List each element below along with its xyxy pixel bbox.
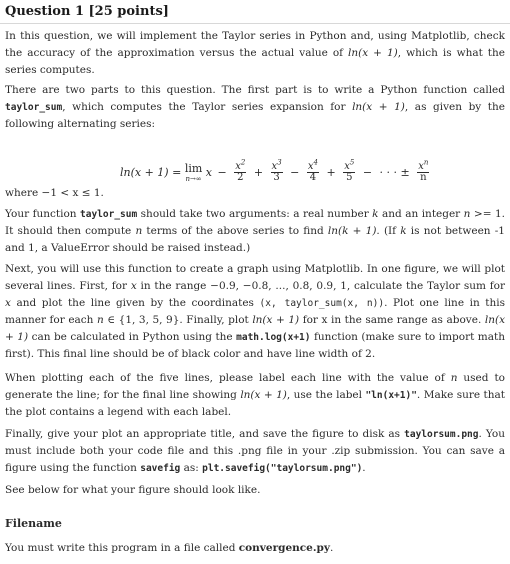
frac4-num: x bbox=[344, 161, 350, 172]
args-text-6: . (If bbox=[376, 225, 401, 237]
frac3-exp: 4 bbox=[313, 158, 318, 167]
arguments-paragraph bbox=[5, 206, 505, 257]
parts-function-name: taylor_sum bbox=[5, 102, 63, 113]
label-text-2: used to generate the line; for the final line showing bbox=[5, 372, 505, 401]
args-n-2: n bbox=[135, 225, 143, 237]
filename-heading: Filename bbox=[5, 517, 62, 530]
formula-lhs: ln(x + 1) = bbox=[120, 166, 182, 179]
parts-text-3: , as given by the following alternating series: bbox=[5, 101, 505, 130]
plot-text-5: ∈ {1, 3, 5, 9}. Finally, plot bbox=[103, 314, 253, 326]
frac4-den: 5 bbox=[346, 172, 353, 183]
frac1-exp: 2 bbox=[240, 158, 246, 167]
fracn-den: n bbox=[420, 172, 427, 183]
filename-text: You must write this program in a file called bbox=[5, 542, 239, 554]
formula-plus-1: + bbox=[253, 166, 264, 179]
frac1-num: x bbox=[235, 161, 241, 172]
label-code: "ln(x+1)" bbox=[365, 390, 417, 401]
args-text-4: >= 1. It should then compute bbox=[5, 208, 505, 237]
plot-code-coords: (x, taylor_sum(x, n)) bbox=[259, 298, 385, 309]
plot-text-1: Next, you will use this function to create a graph using Matplotlib. In one figure, we will plot several lines. First, for bbox=[5, 263, 505, 292]
plot-n: n bbox=[97, 314, 104, 326]
filename-value: convergence.py bbox=[238, 542, 330, 554]
final-filename: taylorsum.png bbox=[404, 429, 479, 440]
args-text-3: and an integer bbox=[378, 208, 464, 220]
plot-text-2: in the range −0.9, −0.8, ..., 0.8, 0.9, 1, calculate the Taylor sum for bbox=[136, 280, 505, 292]
args-text-2: should take two arguments: a real number bbox=[137, 208, 373, 220]
frac4-exp: 5 bbox=[349, 158, 355, 167]
filename-paragraph bbox=[5, 540, 505, 557]
domain-condition: where −1 < x ≤ 1. bbox=[5, 187, 104, 199]
final-code-call: plt.savefig("taylorsum.png") bbox=[202, 463, 363, 474]
fraction-2 bbox=[271, 158, 283, 183]
plot-text-6: for x in the same range as above. bbox=[299, 314, 485, 326]
fracn-num: x bbox=[418, 161, 424, 172]
label-n: n bbox=[450, 372, 458, 384]
final-text-3: as: bbox=[180, 462, 203, 474]
intro-paragraph bbox=[5, 28, 505, 79]
frac1-den: 2 bbox=[237, 172, 244, 183]
final-text-1: Finally, give your plot an appropriate title, and save the figure to disk as bbox=[5, 428, 405, 440]
intro-math: ln(x + 1) bbox=[348, 47, 398, 59]
label-text-4: . Make sure that the plot contains a legend with each label. bbox=[5, 389, 505, 418]
formula-minus-1: − bbox=[217, 166, 227, 179]
label-text-1: When plotting each of the five lines, please label each line with the value of bbox=[5, 372, 451, 384]
args-k-2: k bbox=[400, 225, 407, 237]
args-text-5: terms of the above series to find bbox=[142, 225, 328, 237]
plotting-paragraph bbox=[5, 261, 505, 363]
plot-math-2: ln(x + 1) bbox=[5, 314, 505, 343]
plot-text-7: can be calculated in Python using the bbox=[28, 331, 237, 343]
plot-code-log: math.log(x+1) bbox=[236, 332, 311, 343]
fraction-3 bbox=[307, 158, 319, 183]
args-text-1: Your function bbox=[5, 208, 80, 220]
frac2-den: 3 bbox=[273, 172, 280, 183]
question-title: Question 1 [25 points] bbox=[5, 4, 169, 19]
label-math: ln(x + 1) bbox=[240, 389, 287, 401]
fraction-4 bbox=[343, 158, 355, 183]
labeling-paragraph bbox=[5, 370, 505, 421]
frac2-num: x bbox=[271, 161, 278, 172]
see-below-note: See below for what your figure should look like. bbox=[5, 484, 261, 496]
label-text-3: , use the label bbox=[286, 389, 366, 401]
title-divider bbox=[0, 23, 510, 24]
formula-ellipsis: · · · ± bbox=[379, 166, 410, 179]
plot-text-4: . Plot one line in this manner for each bbox=[5, 297, 505, 326]
intro-text: In this question, we will implement the Taylor series in Python and, using Matplotlib, check the accuracy of the approximation versus the actual value of bbox=[5, 30, 505, 59]
plot-x-2: x bbox=[5, 297, 11, 309]
parts-math: ln(x + 1) bbox=[352, 101, 405, 113]
frac3-num: x bbox=[307, 161, 314, 172]
fraction-1 bbox=[234, 158, 246, 183]
limit-subscript: n→∞ bbox=[185, 174, 202, 183]
args-text-7: is not between -1 and 1, a ValueError should be raised instead.) bbox=[5, 225, 505, 254]
final-code-savefig: savefig bbox=[140, 463, 181, 474]
plot-math-1: ln(x + 1) bbox=[252, 314, 300, 326]
formula-limit bbox=[185, 163, 202, 183]
fraction-n bbox=[417, 158, 429, 183]
formula-x: x bbox=[205, 166, 212, 179]
args-function-name: taylor_sum bbox=[80, 209, 138, 220]
formula-minus-2: − bbox=[290, 166, 300, 179]
args-n: n bbox=[463, 208, 471, 220]
intro-text-end: , which is what the series computes. bbox=[5, 47, 505, 76]
final-text-2: . You must include both your code file and this .png file in your .zip submission. You can save a figure using the function bbox=[5, 428, 506, 474]
filename-text-end: . bbox=[329, 542, 334, 554]
args-math: ln(k + 1) bbox=[327, 225, 377, 237]
formula-plus-2: + bbox=[326, 166, 336, 179]
parts-text-2: , which computes the Taylor series expansion for bbox=[62, 101, 353, 113]
parts-paragraph bbox=[5, 82, 505, 133]
plot-x-1: x bbox=[130, 280, 137, 292]
fracn-exp: n bbox=[423, 158, 429, 167]
limit-text: lim bbox=[184, 161, 203, 175]
plot-text-3: and plot the line given by the coordinates bbox=[10, 297, 260, 309]
plot-text-8: function (make sure to import math first). This final line should be of black color and have line width of 2. bbox=[5, 331, 506, 360]
frac2-exp: 3 bbox=[277, 158, 282, 167]
frac3-den: 4 bbox=[309, 172, 317, 183]
parts-text-1: There are two parts to this question. The first part is to write a Python function called bbox=[5, 84, 505, 96]
args-k: k bbox=[372, 208, 379, 220]
final-paragraph bbox=[5, 426, 505, 477]
final-text-4: . bbox=[362, 462, 366, 474]
formula-minus-3: − bbox=[362, 166, 373, 179]
